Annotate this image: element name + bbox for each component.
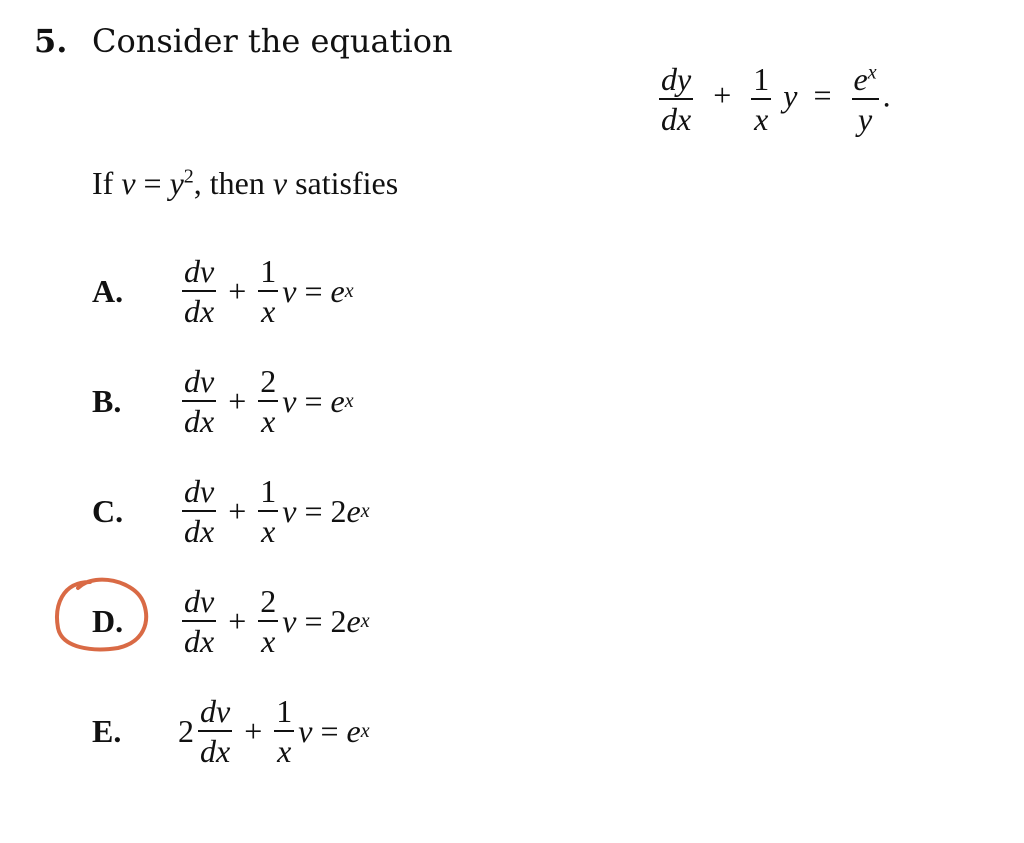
fraction-coef-x: $\frac{1}{x}$ (260, 473, 277, 549)
option-coefficient: 2 (178, 712, 194, 749)
answer-option-b[interactable]: B. $\frac{dv}{dx}$ + $\frac{2}{x}$ v = e x (92, 363, 354, 439)
fraction-1-x: $\frac{1}{x}$ (753, 61, 770, 137)
answer-option-a[interactable]: A. $\frac{dv}{dx}$ + $\frac{1}{x}$ v = e x (92, 253, 354, 329)
fraction-dy-dx: $\frac{dy}{dx}$ (661, 61, 692, 137)
option-label: A. (92, 272, 124, 309)
fraction-ex-y: $\frac{e^x}{y}$ (853, 61, 877, 137)
fraction-dv-dx: $\frac{dv}{dx}$ (200, 693, 231, 769)
question-number: 5. (34, 22, 68, 60)
fraction-dv-dx: $\frac{dv}{dx}$ (184, 473, 215, 549)
question-intro: Consider the equation (92, 22, 453, 60)
given-equation: $\frac{dy}{dx}$ + $\frac{1}{x}$ y = $\frac{e^x}{y}$ . (661, 61, 891, 137)
fraction-coef-x: $\frac{1}{x}$ (260, 253, 277, 329)
option-label: D. (92, 602, 124, 639)
fraction-dv-dx: $\frac{dv}{dx}$ (184, 253, 215, 329)
option-label: C. (92, 492, 124, 529)
option-label: E. (92, 712, 122, 749)
fraction-coef-x: $\frac{2}{x}$ (260, 363, 277, 439)
fraction-coef-x: $\frac{1}{x}$ (276, 693, 293, 769)
selection-circle-annotation (52, 576, 152, 654)
answer-option-e[interactable]: E. 2 $\frac{dv}{dx}$ + $\frac{1}{x}$ v = e x (92, 693, 370, 769)
answer-option-c[interactable]: C. $\frac{dv}{dx}$ + $\frac{1}{x}$ v = 2 e x (92, 473, 370, 549)
option-label: B. (92, 382, 122, 419)
answer-option-d[interactable]: D. $\frac{dv}{dx}$ + $\frac{2}{x}$ v = 2 e x (92, 583, 370, 659)
substitution-condition: If $v = y^2$, then v satisfies (92, 165, 399, 201)
fraction-dv-dx: $\frac{dv}{dx}$ (184, 363, 215, 439)
fraction-coef-x: $\frac{2}{x}$ (260, 583, 277, 659)
fraction-dv-dx: $\frac{dv}{dx}$ (184, 583, 215, 659)
